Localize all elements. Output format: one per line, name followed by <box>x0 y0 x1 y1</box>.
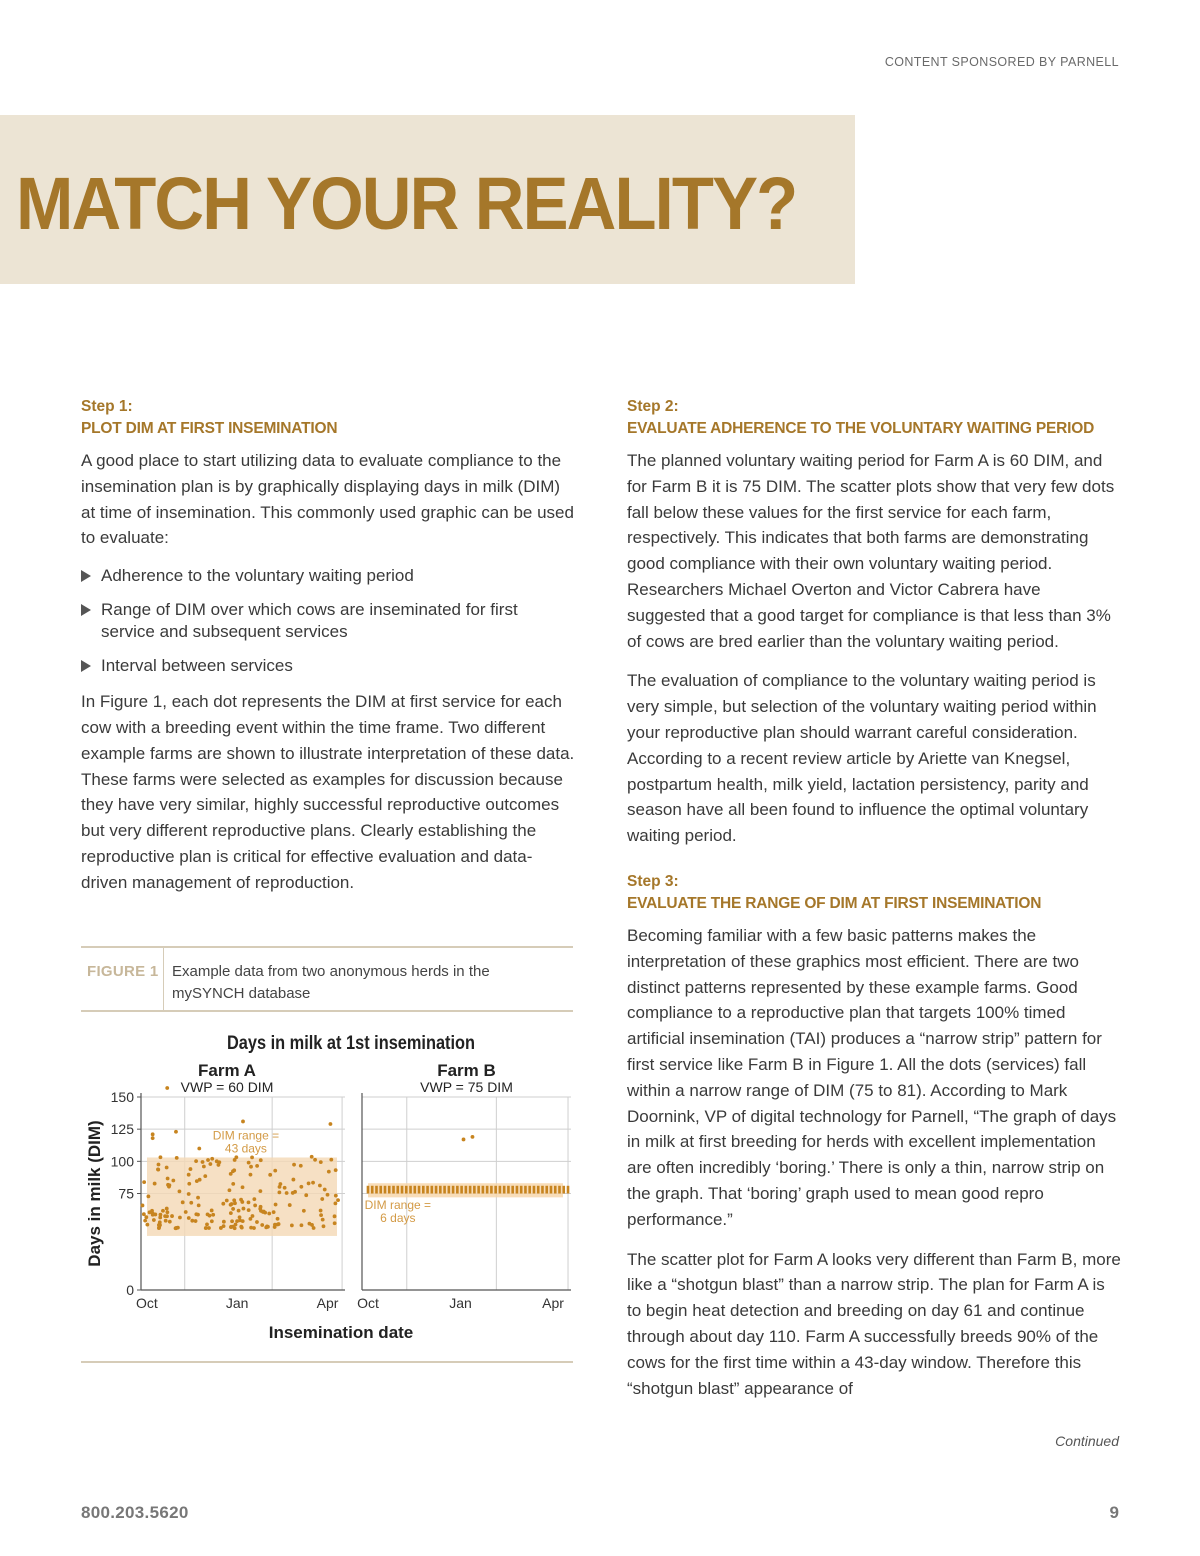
y-axis-label: Days in milk (DIM) <box>85 1120 104 1267</box>
data-point <box>379 1186 382 1194</box>
dim-range-label: DIM range = <box>212 1128 280 1143</box>
data-point <box>148 1210 152 1214</box>
data-point <box>203 1174 207 1178</box>
data-point <box>333 1201 337 1205</box>
data-point <box>367 1186 370 1194</box>
data-point <box>206 1158 210 1162</box>
figure-divider <box>163 948 164 1010</box>
data-point <box>329 1158 333 1162</box>
data-point <box>240 1200 244 1204</box>
data-point <box>524 1186 527 1194</box>
data-point <box>469 1186 472 1194</box>
data-point <box>320 1197 324 1201</box>
data-point <box>241 1120 245 1124</box>
data-point <box>144 1215 148 1219</box>
data-point <box>273 1223 277 1227</box>
data-point <box>196 1196 200 1200</box>
data-point <box>189 1201 193 1205</box>
data-point <box>241 1185 245 1189</box>
data-point <box>152 1218 156 1222</box>
data-point <box>142 1212 146 1216</box>
data-point <box>304 1193 308 1197</box>
data-point <box>263 1211 267 1215</box>
y-tick-label: 75 <box>118 1185 134 1202</box>
data-point <box>396 1186 399 1194</box>
data-point <box>537 1186 540 1194</box>
data-point <box>141 1204 145 1208</box>
data-point <box>313 1158 317 1162</box>
data-point <box>473 1186 476 1194</box>
data-point <box>258 1189 262 1193</box>
data-point <box>285 1191 289 1195</box>
data-point <box>329 1122 333 1126</box>
data-point <box>308 1222 312 1226</box>
data-point <box>171 1179 175 1183</box>
data-point <box>187 1173 191 1177</box>
x-tick-label: Oct <box>357 1295 379 1311</box>
data-point <box>187 1192 191 1196</box>
data-point <box>260 1223 264 1227</box>
data-point <box>229 1203 233 1207</box>
data-point <box>545 1186 548 1194</box>
data-point <box>231 1182 235 1186</box>
data-point <box>201 1160 205 1164</box>
data-point <box>443 1186 446 1194</box>
data-point <box>520 1186 523 1194</box>
data-point <box>299 1185 303 1189</box>
data-point <box>165 1210 169 1214</box>
data-point <box>166 1177 170 1181</box>
panel-title-farm-b: Farm B <box>437 1061 496 1080</box>
data-point <box>210 1209 214 1213</box>
page-title: MATCH YOUR REALITY? <box>16 162 797 245</box>
x-axis-label: Insemination date <box>268 1323 414 1342</box>
data-point <box>178 1216 182 1220</box>
data-point <box>388 1186 391 1194</box>
data-point <box>322 1224 326 1228</box>
data-point <box>208 1214 212 1218</box>
data-point <box>178 1189 182 1193</box>
data-point <box>189 1167 193 1171</box>
data-point <box>264 1225 268 1229</box>
figure-header <box>81 946 573 1012</box>
step1-title: PLOT DIM AT FIRST INSEMINATION <box>81 420 338 437</box>
list-item-text: Adherence to the voluntary waiting period <box>101 566 414 586</box>
data-point <box>319 1209 323 1213</box>
step2-paragraph-2: The evaluation of compliance to the voluntary waiting period is very simple, but selection of the voluntary waiting period within your reproductive plan should warrant careful consideration. According to a recent review article by Ariette van Knegsel, postpartum health, milk yield, lactation persistency, parity and season have all been found to influence the optimal voluntary waiting period. <box>627 671 1097 846</box>
data-point <box>311 1181 315 1185</box>
data-point <box>562 1186 565 1194</box>
data-point <box>511 1186 514 1194</box>
data-point <box>490 1186 493 1194</box>
data-point <box>541 1186 544 1194</box>
data-point <box>326 1193 330 1197</box>
data-point <box>283 1186 287 1190</box>
data-point <box>164 1219 168 1223</box>
data-point <box>375 1186 378 1194</box>
figure-caption: Example data from two anonymous herds in the mySYNCH database <box>172 963 490 1002</box>
data-point <box>221 1202 225 1206</box>
data-point <box>208 1162 212 1166</box>
data-point <box>249 1173 253 1177</box>
sponsor-line: CONTENT SPONSORED BY PARNELL <box>884 55 1119 69</box>
data-point <box>156 1167 160 1171</box>
data-point <box>278 1185 282 1189</box>
data-point <box>159 1155 163 1159</box>
data-point <box>516 1186 519 1194</box>
data-point <box>170 1214 174 1218</box>
data-point <box>187 1182 191 1186</box>
panel-vwp-farm-a: VWP = 60 DIM <box>180 1079 274 1095</box>
data-point <box>336 1198 340 1202</box>
data-point <box>273 1169 277 1173</box>
data-point <box>288 1203 292 1207</box>
data-point <box>321 1218 325 1222</box>
data-point <box>234 1155 238 1159</box>
data-point <box>211 1213 215 1217</box>
data-point <box>259 1205 263 1209</box>
data-point <box>268 1173 272 1177</box>
data-point <box>255 1220 259 1224</box>
data-point <box>197 1203 201 1207</box>
data-point <box>233 1201 237 1205</box>
panel-vwp-farm-b: VWP = 75 DIM <box>420 1079 513 1095</box>
data-point <box>533 1186 536 1194</box>
data-point <box>276 1217 280 1221</box>
data-point <box>550 1186 553 1194</box>
data-point <box>165 1086 169 1090</box>
dim-range-value: 6 days <box>380 1210 416 1225</box>
data-point <box>554 1186 557 1194</box>
data-point <box>371 1186 374 1194</box>
left-column <box>81 396 576 910</box>
data-point <box>247 1208 251 1212</box>
page-number: 9 <box>1109 1503 1119 1522</box>
data-point <box>384 1186 387 1194</box>
dim-scatter-chart <box>81 1020 573 1350</box>
data-point <box>259 1158 263 1162</box>
data-point <box>507 1186 510 1194</box>
data-point <box>567 1186 570 1194</box>
data-point <box>242 1207 246 1211</box>
data-point <box>153 1182 157 1186</box>
data-point <box>195 1179 199 1183</box>
data-point <box>210 1157 214 1161</box>
data-point <box>253 1204 257 1208</box>
figure-label: FIGURE 1 <box>87 963 159 980</box>
data-point <box>482 1186 485 1194</box>
data-point <box>252 1197 256 1201</box>
right-column <box>627 396 1122 1415</box>
data-point <box>205 1223 209 1227</box>
data-point <box>319 1213 323 1217</box>
dim-range-label: DIM range = <box>364 1197 432 1212</box>
data-point <box>151 1213 155 1217</box>
data-point <box>165 1207 169 1211</box>
data-point <box>334 1168 338 1172</box>
data-point <box>310 1155 314 1159</box>
data-point <box>229 1211 233 1215</box>
data-point <box>219 1226 223 1230</box>
data-point <box>184 1210 188 1214</box>
data-point <box>196 1213 200 1217</box>
data-point <box>194 1219 198 1223</box>
data-point <box>187 1216 191 1220</box>
data-point <box>217 1163 221 1167</box>
data-point <box>197 1147 201 1151</box>
data-point <box>145 1223 149 1227</box>
data-point <box>277 1190 281 1194</box>
data-point <box>471 1135 475 1139</box>
step1-intro: A good place to start utilizing data to evaluate compliance to the insemination plan is by graphically displaying days in milk (DIM) at time of insemination. This commonly used graphic can be used to evaluate: <box>81 451 574 548</box>
step1-number: Step 1: <box>81 398 133 415</box>
data-point <box>494 1186 497 1194</box>
data-point <box>327 1170 331 1174</box>
list-item <box>81 655 576 677</box>
data-point <box>249 1226 253 1230</box>
data-point <box>299 1164 303 1168</box>
data-point <box>418 1186 421 1194</box>
data-point <box>157 1163 161 1167</box>
list-item <box>81 565 576 587</box>
step3-number: Step 3: <box>627 872 679 890</box>
data-point <box>422 1186 425 1194</box>
data-point <box>228 1188 232 1192</box>
data-point <box>460 1186 463 1194</box>
data-point <box>249 1217 253 1221</box>
data-point <box>465 1186 468 1194</box>
data-point <box>207 1226 211 1230</box>
data-point <box>477 1186 480 1194</box>
data-point <box>503 1186 506 1194</box>
data-point <box>225 1199 229 1203</box>
data-point <box>448 1186 451 1194</box>
data-point <box>163 1214 167 1218</box>
data-point <box>291 1178 295 1182</box>
data-point <box>157 1223 161 1227</box>
x-tick-label: Apr <box>542 1295 564 1311</box>
title-banner <box>0 115 855 284</box>
data-point <box>272 1210 276 1214</box>
data-point <box>143 1219 147 1223</box>
data-point <box>255 1164 259 1168</box>
data-point <box>528 1186 531 1194</box>
data-point <box>146 1194 150 1198</box>
data-point <box>238 1215 242 1219</box>
data-point <box>318 1184 322 1188</box>
data-point <box>234 1223 238 1227</box>
data-point <box>319 1160 323 1164</box>
x-tick-label: Jan <box>449 1295 472 1311</box>
data-point <box>267 1212 271 1216</box>
evaluation-list <box>81 565 576 677</box>
data-point <box>210 1219 214 1223</box>
data-point <box>277 1222 281 1226</box>
data-point <box>222 1220 226 1224</box>
data-point <box>249 1165 253 1169</box>
data-point <box>291 1191 295 1195</box>
data-point <box>159 1213 163 1217</box>
figure-bottom-rule <box>81 1361 573 1363</box>
data-point <box>292 1163 296 1167</box>
data-point <box>237 1209 241 1213</box>
data-point <box>175 1156 179 1160</box>
data-point <box>215 1159 219 1163</box>
data-point <box>323 1188 327 1192</box>
data-point <box>174 1226 178 1230</box>
data-point <box>409 1186 412 1194</box>
data-point <box>300 1223 304 1227</box>
data-point <box>231 1169 235 1173</box>
step3-title: EVALUATE THE RANGE OF DIM AT FIRST INSEMINATION <box>627 894 1042 912</box>
data-point <box>558 1186 561 1194</box>
data-point <box>274 1203 278 1207</box>
data-point <box>230 1219 234 1223</box>
panel-title-farm-a: Farm A <box>198 1061 256 1080</box>
x-tick-label: Jan <box>225 1295 249 1311</box>
data-point <box>312 1226 316 1230</box>
list-item-text: Interval between services <box>101 656 293 676</box>
triangle-bullet-icon <box>81 660 91 672</box>
data-point <box>165 1166 169 1170</box>
data-point <box>435 1186 438 1194</box>
data-point <box>250 1155 254 1159</box>
x-tick-label: Apr <box>316 1295 339 1311</box>
continued-note: Continued <box>1055 1433 1119 1449</box>
y-tick-label: 125 <box>110 1121 134 1138</box>
data-point <box>426 1186 429 1194</box>
data-point <box>290 1224 294 1228</box>
triangle-bullet-icon <box>81 570 91 582</box>
data-point <box>401 1186 404 1194</box>
step2-title: EVALUATE ADHERENCE TO THE VOLUNTARY WAITING PERIOD <box>627 420 1095 437</box>
chart-title: Days in milk at 1st insemination <box>227 1033 475 1054</box>
data-point <box>174 1130 178 1134</box>
data-point <box>486 1186 489 1194</box>
data-point <box>333 1221 337 1225</box>
data-point <box>439 1186 442 1194</box>
data-point <box>405 1186 408 1194</box>
data-point <box>168 1220 172 1224</box>
data-point <box>151 1132 155 1136</box>
data-point <box>413 1186 416 1194</box>
data-point <box>302 1209 306 1213</box>
list-item <box>81 599 576 643</box>
step3-paragraph-2: The scatter plot for Farm A looks very different than Farm B, more like a “shotgun blast” than a narrow strip. The plan for Farm A is to begin heat detection and breeding on day 61 and continue through about day 110. Farm A successfully breeds 90% of the cows for the first time within a 43-day window. Therefore this “shotgun blast” appearance of <box>627 1249 1121 1398</box>
data-point <box>462 1138 466 1142</box>
data-point <box>499 1186 502 1194</box>
data-point <box>307 1182 311 1186</box>
x-tick-label: Oct <box>135 1295 158 1311</box>
y-tick-label: 100 <box>110 1153 134 1170</box>
data-point <box>161 1209 165 1213</box>
data-point <box>392 1186 395 1194</box>
y-tick-label: 150 <box>110 1089 134 1105</box>
data-point <box>190 1219 194 1223</box>
data-point <box>452 1186 455 1194</box>
data-point <box>167 1185 171 1189</box>
data-point <box>456 1186 459 1194</box>
data-point <box>239 1225 243 1229</box>
data-point <box>142 1180 146 1184</box>
figure-description: In Figure 1, each dot represents the DIM at first service for each cow with a breeding event within the time frame. Two different example farms are shown to illustrate interpretation of these data. These farms were selected as examples for discussion because they have very similar, highly successful reproductive outcomes but very different reproductive plans. Clearly establishing the reproductive plan is critical for effective evaluation and data-driven management of reproduction. <box>81 692 575 892</box>
data-point <box>194 1159 198 1163</box>
data-point <box>151 1136 155 1140</box>
footer-phone: 800.203.5620 <box>81 1503 189 1522</box>
data-point <box>231 1207 235 1211</box>
list-item-text: Range of DIM over which cows are inseminated for first service and subsequent services <box>101 600 518 642</box>
step3-paragraph-1: Becoming familiar with a few basic patterns makes the interpretation of these graphics most efficient. There are two distinct patterns represented by these example farms. Good compliance to a reproductive plan that targets 100% timed artificial insemination (TAI) produces a “narrow strip” pattern for first service like Farm B in Figure 1. All the dots (services) fall within a narrow range of DIM (75 to 81). According to Mark Doornink, VP of digital technology for Parnell, “The graph of days in milk at first breeding for herds with excellent implementation are often incredibly ‘boring.’ There is only a thin, narrow strip on the graph. That ‘boring’ graph used to mean good repro performance.” <box>627 925 1117 1229</box>
data-point <box>247 1161 251 1165</box>
data-point <box>229 1225 233 1229</box>
data-point <box>181 1200 185 1204</box>
data-point <box>333 1214 337 1218</box>
data-point <box>247 1200 251 1204</box>
data-point <box>431 1186 434 1194</box>
data-point <box>334 1194 338 1198</box>
data-point <box>202 1165 206 1169</box>
step2-paragraph-1: The planned voluntary waiting period for Farm A is 60 DIM, and for Farm B it is 75 DIM. The scatter plots show that very few dots fall below these values for the first service for each farm, respectively. This indicates that both farms are demonstrating good compliance with their own voluntary waiting period. Researchers Michael Overton and Victor Cabrera have suggested that a good target for compliance is that less than 3% of cows are bred earlier than the voluntary waiting period. <box>627 451 1115 651</box>
step2-number: Step 2: <box>627 398 679 415</box>
dim-range-value: 43 days <box>224 1141 267 1156</box>
data-point <box>233 1226 237 1230</box>
triangle-bullet-icon <box>81 604 91 616</box>
y-tick-label: 0 <box>126 1282 134 1298</box>
